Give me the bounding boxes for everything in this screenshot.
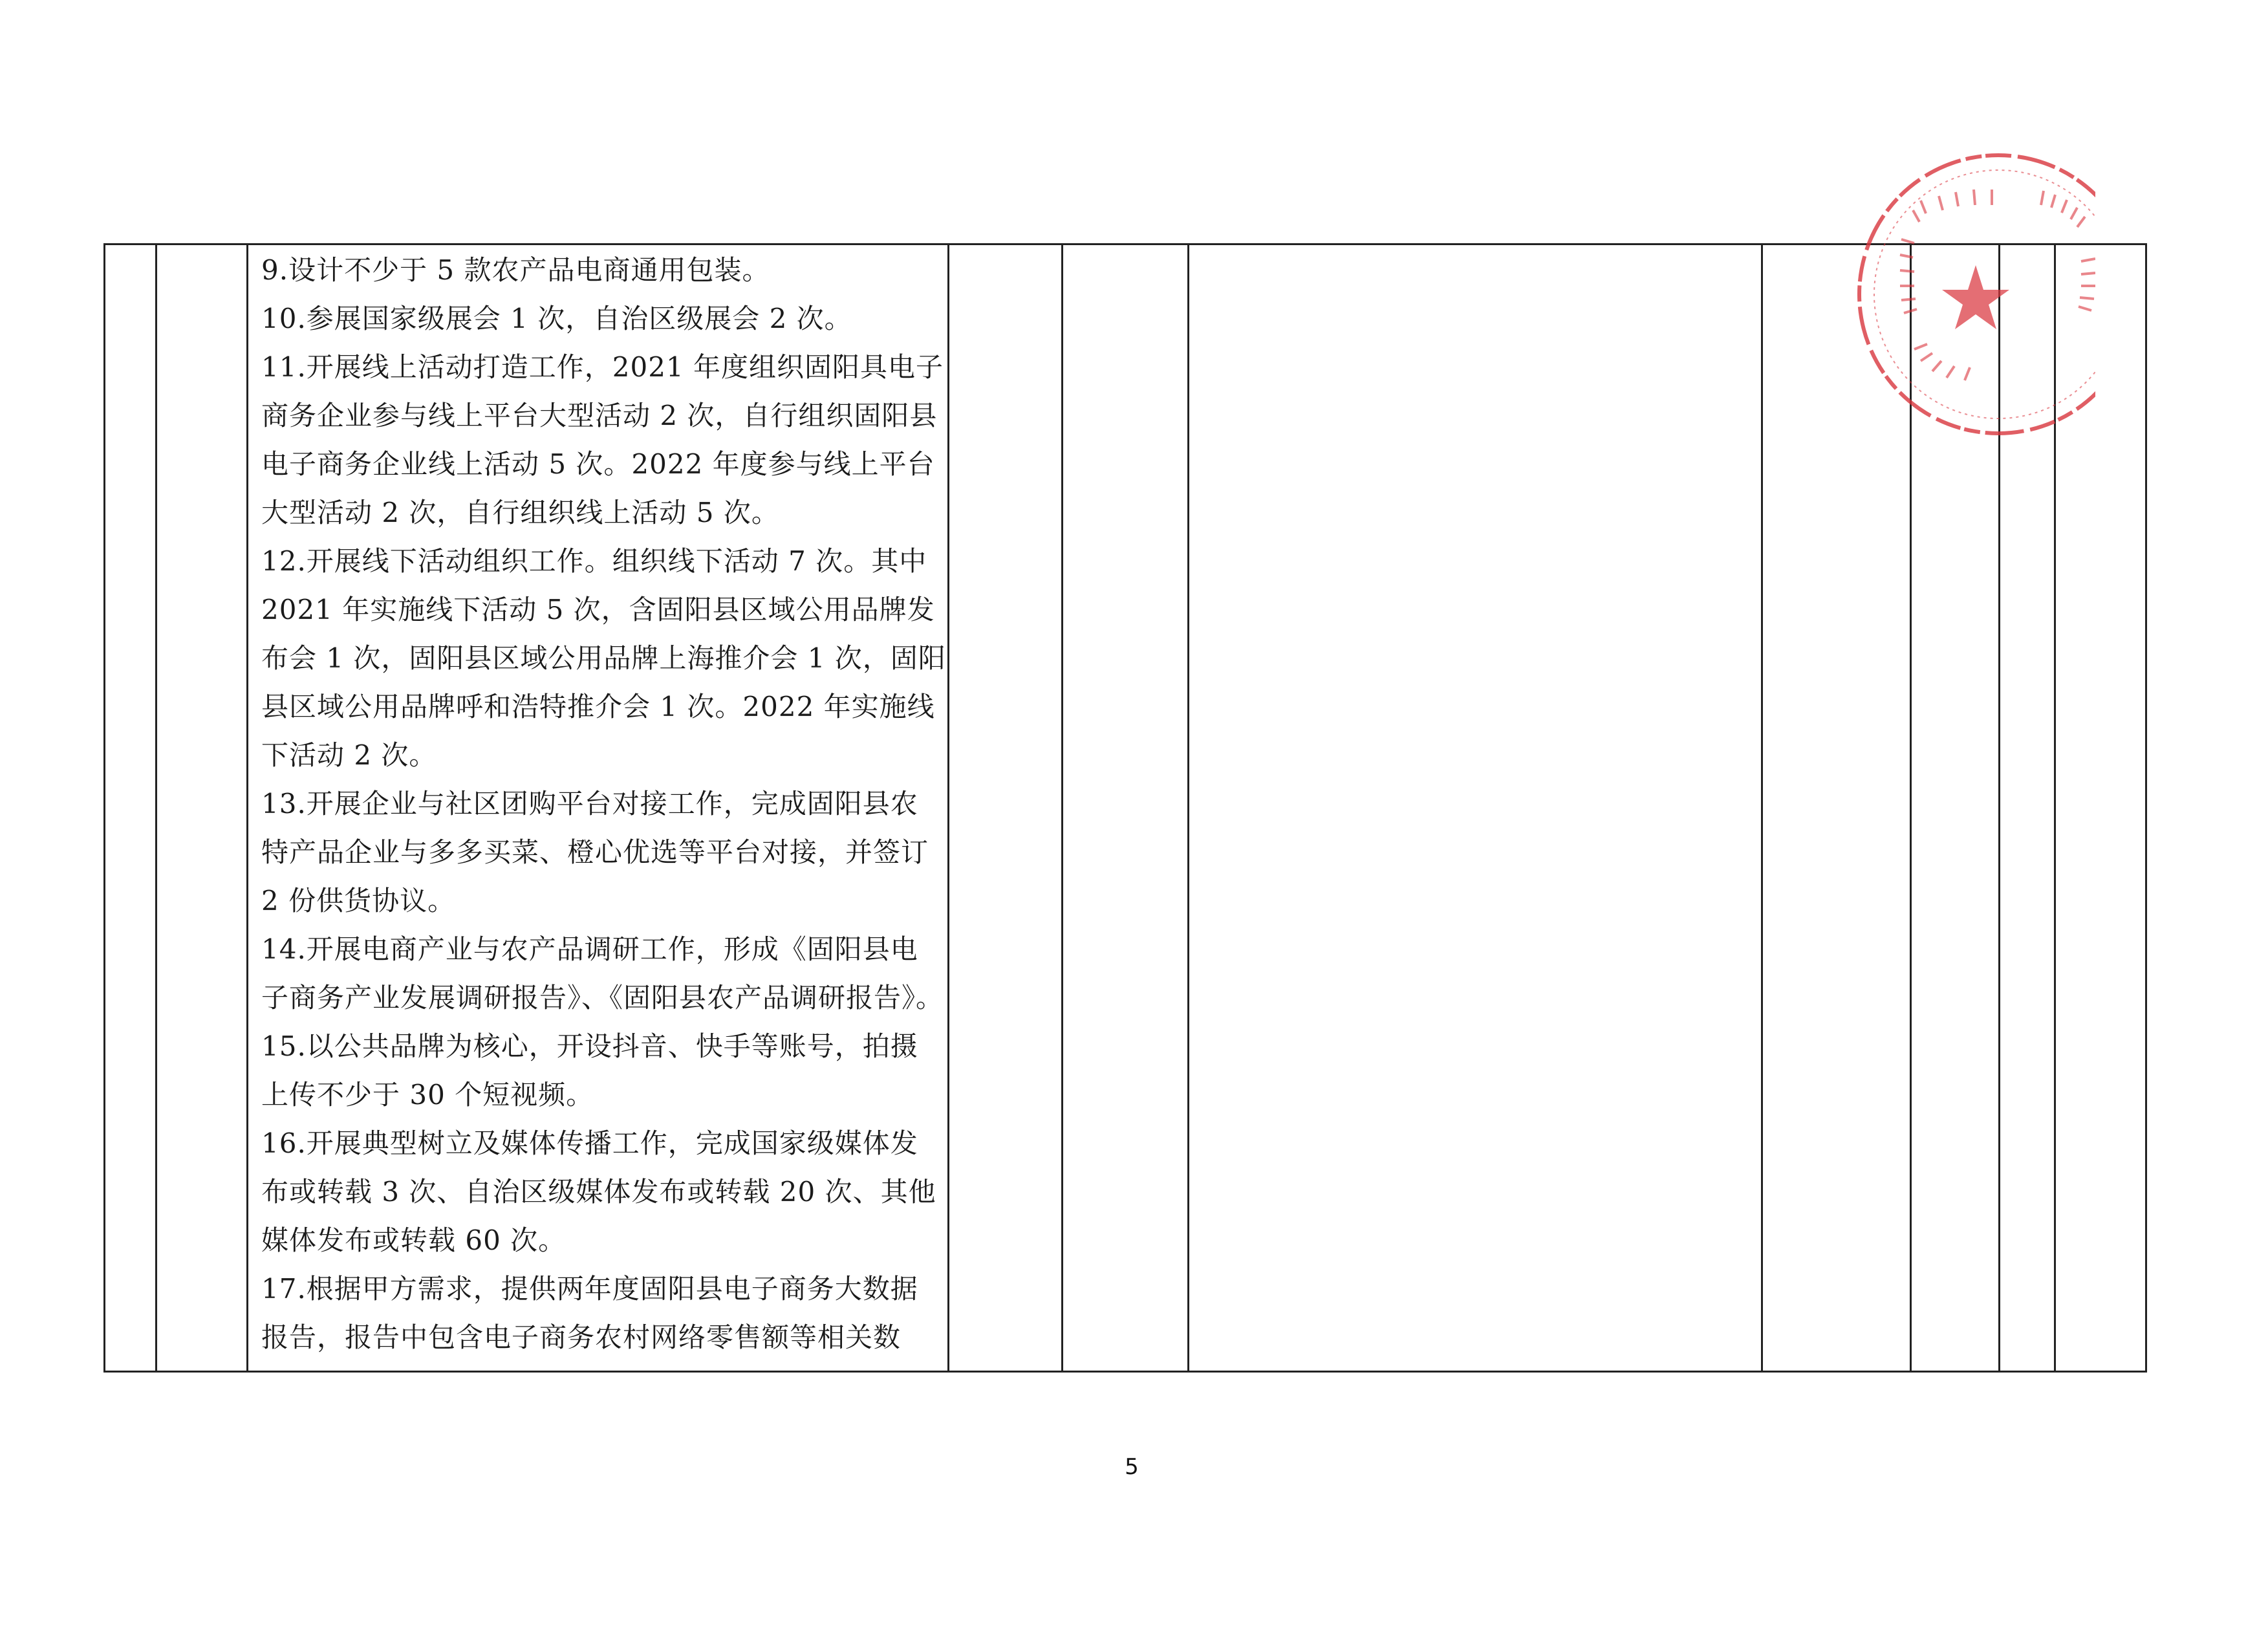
text-line: 14.开展电商产业与农产品调研工作，形成《固阳县电 bbox=[261, 933, 918, 965]
text-line: 媒体发布或转载 60 次。 bbox=[261, 1224, 567, 1256]
text-line: 县区域公用品牌呼和浩特推介会 1 次。2022 年实施线 bbox=[261, 691, 935, 722]
text-line: 子商务产业发展调研报告》、《固阳县农产品调研报告》。 bbox=[261, 982, 944, 1014]
text-line: 17.根据甲方需求，提供两年度固阳县电子商务大数据 bbox=[261, 1273, 918, 1305]
text-line: 布会 1 次，固阳县区域公用品牌上海推介会 1 次，固阳 bbox=[261, 642, 946, 674]
text-line: 报告，报告中包含电子商务农村网络零售额等相关数 bbox=[261, 1321, 902, 1353]
star-icon bbox=[1942, 265, 2009, 329]
text-line: 2021 年实施线下活动 5 次，含固阳县区域公用品牌发 bbox=[261, 594, 935, 625]
text-line: 下活动 2 次。 bbox=[261, 739, 437, 771]
text-line: 电子商务企业线上活动 5 次。2022 年度参与线上平台 bbox=[261, 448, 935, 480]
text-line: 大型活动 2 次，自行组织线上活动 5 次。 bbox=[261, 497, 779, 528]
text-line: 10.参展国家级展会 1 次，自治区级展会 2 次。 bbox=[261, 303, 852, 334]
text-line: 12.开展线下活动组织工作。组织线下活动 7 次。其中 bbox=[261, 545, 927, 577]
column-divider bbox=[1061, 243, 1063, 1373]
column-divider bbox=[155, 243, 157, 1373]
text-line: 9.设计不少于 5 款农产品电商通用包装。 bbox=[261, 254, 770, 286]
page-number: 5 bbox=[1125, 1454, 1139, 1480]
text-line: 15.以公共品牌为核心，开设抖音、快手等账号，拍摄 bbox=[261, 1030, 918, 1062]
text-line: 2 份供货协议。 bbox=[261, 885, 456, 917]
column-divider bbox=[1761, 243, 1763, 1373]
text-line: 上传不少于 30 个短视频。 bbox=[261, 1079, 594, 1111]
official-seal bbox=[1824, 129, 2095, 453]
text-line: 11.开展线上活动打造工作，2021 年度组织固阳具电子 bbox=[261, 351, 944, 383]
text-line: 布或转载 3 次、自治区级媒体发布或转载 20 次、其他 bbox=[261, 1176, 936, 1208]
text-line: 商务企业参与线上平台大型活动 2 次，自行组织固阳县 bbox=[261, 400, 938, 431]
text-line: 特产品企业与多多买菜、橙心优选等平台对接，并签订 bbox=[261, 836, 929, 868]
column-divider bbox=[1187, 243, 1189, 1373]
requirements-cell bbox=[261, 246, 947, 1371]
column-divider bbox=[947, 243, 949, 1373]
column-divider bbox=[246, 243, 248, 1373]
text-line: 13.开展企业与社区团购平台对接工作，完成固阳县农 bbox=[261, 788, 918, 820]
text-line: 16.开展典型树立及媒体传播工作，完成国家级媒体发 bbox=[261, 1127, 918, 1159]
